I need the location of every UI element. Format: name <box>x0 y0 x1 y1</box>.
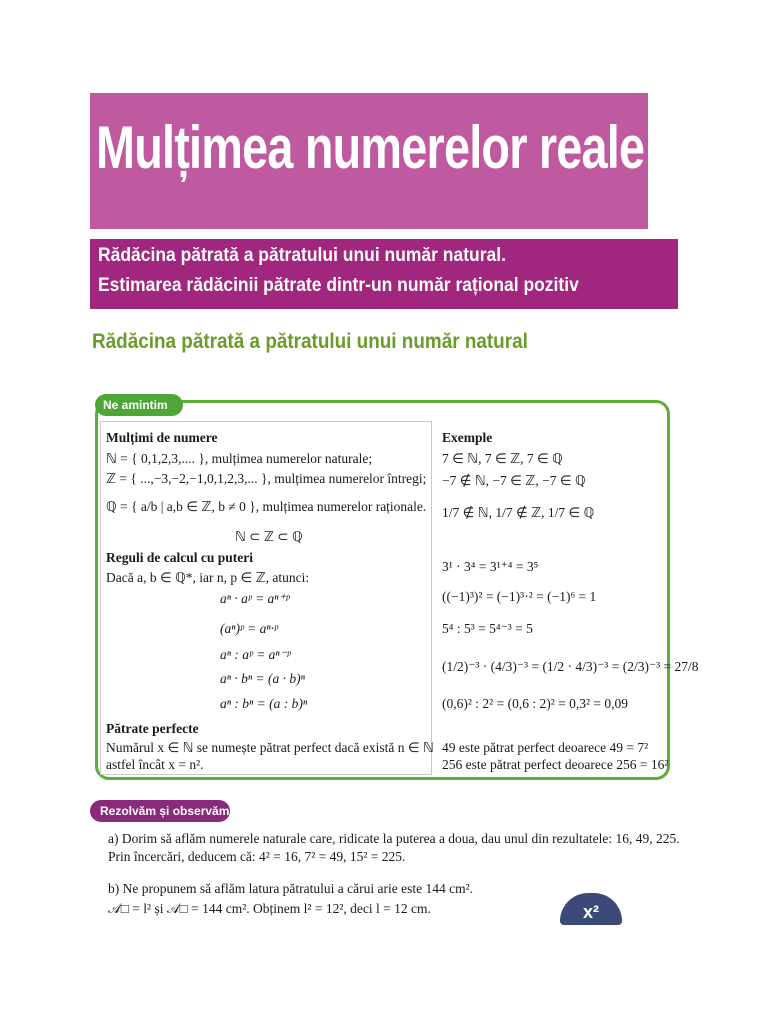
remember-tab: Ne amintim <box>95 394 183 416</box>
example-power-3: 5⁴ : 5³ = 5⁴⁻³ = 5 <box>442 621 533 636</box>
example-set-3: 1/7 ∉ ℕ, 1/7 ∉ ℤ, 1/7 ∈ ℚ <box>442 505 595 520</box>
subtitle-line-2: Estimarea rădăcinii pătrate dintr-un număr rațional pozitiv <box>98 275 579 296</box>
power-rule-1: aⁿ · aᵖ = aⁿ⁺ᵖ <box>220 591 290 606</box>
example-power-4: (1/2)⁻³ · (4/3)⁻³ = (1/2 · 4/3)⁻³ = (2/3)⁻³ = 27/8 <box>442 659 699 674</box>
observe-tab: Rezolvăm și observăm <box>90 800 230 822</box>
observe-b-line-1: b) Ne propunem să aflăm latura pătratului a cărui arie este 144 cm². <box>108 881 474 896</box>
examples-heading: Exemple <box>442 430 493 445</box>
power-rule-2: (aⁿ)ᵖ = aⁿ·ᵖ <box>220 621 278 636</box>
example-square-2: 256 este pătrat perfect deoarece 256 = 16² <box>442 757 669 772</box>
example-set-2: −7 ∉ ℕ, −7 ∈ ℤ, −7 ∈ ℚ <box>442 473 586 488</box>
set-inclusion: ℕ ⊂ ℤ ⊂ ℚ <box>235 529 303 544</box>
powers-heading: Reguli de calcul cu puteri <box>106 550 253 565</box>
example-power-5: (0,6)² : 2² = (0,6 : 2)² = 0,3² = 0,09 <box>442 696 629 711</box>
subtitle-line-1: Rădăcina pătrată a pătratului unui număr natural. <box>98 245 506 266</box>
example-set-1: 7 ∈ ℕ, 7 ∈ ℤ, 7 ∈ ℚ <box>442 451 563 466</box>
set-n: ℕ = { 0,1,2,3,.... }, mulțimea numerelor naturale; <box>106 451 373 466</box>
power-rule-4: aⁿ · bⁿ = (a · b)ⁿ <box>220 671 305 686</box>
power-rule-5: aⁿ : bⁿ = (a : b)ⁿ <box>220 696 308 711</box>
observe-a-line-2: Prin încercări, deducem că: 4² = 16, 7² = 49, 15² = 225. <box>108 849 406 864</box>
observe-a-line-1: a) Dorim să aflăm numerele naturale care, ridicate la puterea a doua, dau unul din rezultatele: 16, 49, 225. <box>108 831 680 846</box>
squares-heading: Pătrate perfecte <box>106 721 199 736</box>
squares-line-1: Numărul x ∈ ℕ se numește pătrat perfect dacă există n ∈ ℕ <box>106 740 434 755</box>
set-q: ℚ = { a/b | a,b ∈ ℤ, b ≠ 0 }, mulțimea numerelor raționale. <box>106 499 427 514</box>
example-power-2: ((−1)³)² = (−1)³·² = (−1)⁶ = 1 <box>442 589 597 604</box>
sets-heading: Mulțimi de numere <box>106 430 218 445</box>
page-title: Mulțimea numerelor reale <box>96 114 645 181</box>
powers-intro: Dacă a, b ∈ ℚ*, iar n, p ∈ ℤ, atunci: <box>106 570 310 585</box>
section-heading: Rădăcina pătrată a pătratului unui număr natural <box>92 330 528 353</box>
example-power-1: 3¹ · 3⁴ = 3¹⁺⁴ = 3⁵ <box>442 559 539 574</box>
observe-b-line-2: 𝒜□ = l² și 𝒜□ = 144 cm². Obținem l² = 12², deci l = 12 cm. <box>108 901 431 916</box>
set-z: ℤ = { ...,−3,−2,−1,0,1,2,3,... }, mulțimea numerelor întregi; <box>106 471 427 486</box>
example-square-1: 49 este pătrat perfect deoarece 49 = 7² <box>442 740 649 755</box>
power-rule-3: aⁿ : aᵖ = aⁿ⁻ᵖ <box>220 647 291 662</box>
squares-line-2: astfel încât x = n². <box>106 757 204 772</box>
x-squared-badge: x² <box>560 893 622 925</box>
